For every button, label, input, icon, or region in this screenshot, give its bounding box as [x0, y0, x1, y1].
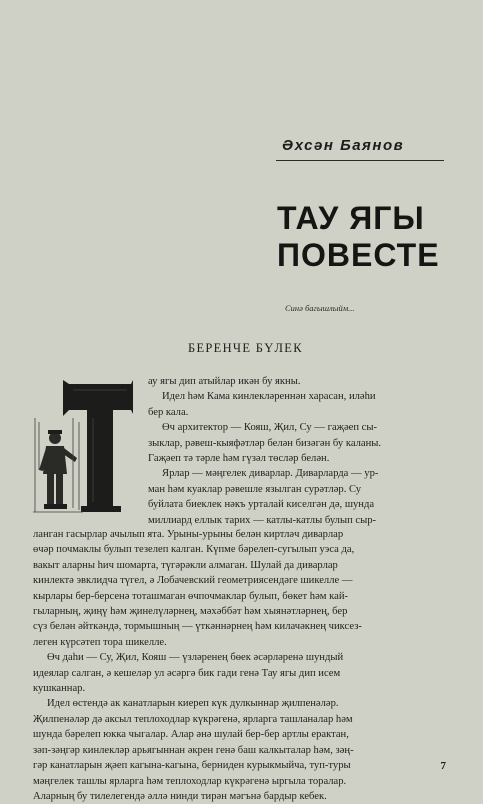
- part-heading: БЕРЕНЧЕ БҮЛЕК: [188, 341, 303, 355]
- title-line-1: ТАУ ЯГЫ: [277, 200, 425, 236]
- drop-cap-illustration: [33, 378, 133, 514]
- text-line: леген күрсәтеп тора шикелле.: [33, 636, 167, 648]
- author-name: Әхсән Баянов: [282, 137, 405, 154]
- text-line: гыларның, җиңү һәм җинелүләрнең, мәхәббәт һәм хыянәтләрнең, бер: [33, 606, 348, 618]
- text-line: ман һәм куаклар рәвешле язылган сурәтләр. Су: [148, 483, 362, 495]
- text-line: зыклар, рәвеш-кыяфәтләр белән бизәгән бу каланы.: [148, 437, 382, 449]
- text-line: вакыт аларны һич шомарта, түгәрәкли алмаган. Шулай да диварлар: [33, 559, 338, 571]
- text-line: кырлары бер-берсенә тоташмаган өчпочмаклар булып, бөкет һәм кай-: [33, 590, 349, 602]
- text-line: кинлектә эвклидча түгел, ә Лобачевский геометриясендәге шикелле —: [33, 575, 353, 587]
- text-line: ланган гасырлар ачылып ята. Урыны-урыны белән киртләч диварлар: [33, 529, 344, 540]
- body-text: [33, 527, 444, 804]
- text-line: бер кала.: [148, 406, 189, 418]
- text-line: идеялар салган, ә кешеләр ул әсәргә бик гади генә Тау ягы дип исем: [33, 667, 341, 679]
- text-line: Өч архитектор — Кояш, Җил, Су — гаҗәеп сы-: [162, 422, 378, 434]
- text-line: Гаҗәеп тә тәрле һәм гүзәл төсләр белән.: [148, 453, 330, 465]
- text-line: мәңгелек ташлы ярларга һәм теплоходлар күкрәгенә ыргыла торалар.: [33, 775, 347, 787]
- text-line: Өч даһи — Су, Җил, Кояш — үзләренең бөек әсәрләренә шундый: [47, 652, 344, 664]
- text-line: кушканнар.: [33, 683, 86, 695]
- page-number: 7: [440, 760, 446, 772]
- text-line: шунда бәрелеп юкка чыгалар. Алар әнә шулай бер-бер артлы ерактан,: [33, 729, 349, 741]
- text-line: миллиард еллык тарих — катлы-катлы булып сыр-: [148, 514, 377, 526]
- story-title: [277, 200, 477, 274]
- drop-cap-letter-icon: [33, 378, 133, 514]
- paragraph-beside-drop-cap: [148, 374, 444, 528]
- text-line: Җилпенәләр дә аксыл теплоходлар күкрәгенә, ярларга ташланалар һәм: [33, 713, 353, 725]
- text-line: гәр канатларын җәеп кагына-кагына, берниден курыкмыйча, туп-туры: [33, 760, 351, 772]
- text-line: сүз белән әйткәндә, тормышның — үткәннәрнең һәм килачәкнең чиксез-: [33, 621, 362, 633]
- text-line: Идел һәм Кама кинлекләреннән харасан, иләһи: [162, 391, 376, 403]
- text-line: буйлата биеклек нәкъ урталай киселгән дә, шунда: [148, 499, 375, 511]
- text-line: зәп-зәңгәр кинлекләр арьягыннан әкрен генә баш калкыталар һәм, зәң-: [33, 744, 354, 756]
- text-line: Аларның бу тилелегендә әллә нинди тирән мәгънә бардыр кебек.: [33, 790, 327, 802]
- dedication: Синә багышлыйм...: [285, 303, 355, 313]
- text-line: Идел өстендә ак канатларын киереп күк дулкыннар җилпенәләр.: [47, 698, 339, 710]
- text-line: ау ягы дип атыйлар икән бу якны.: [148, 376, 301, 387]
- title-line-2: ПОВЕСТЕ: [277, 237, 440, 273]
- text-line: Ярлар — мәңгелек диварлар. Диварларда — ур-: [162, 468, 379, 480]
- author-underline: [276, 160, 444, 161]
- text-line: өчәр почмаклы булып тезелеп калган. Күпме бәрелеп-сугылып уэса да,: [33, 544, 355, 556]
